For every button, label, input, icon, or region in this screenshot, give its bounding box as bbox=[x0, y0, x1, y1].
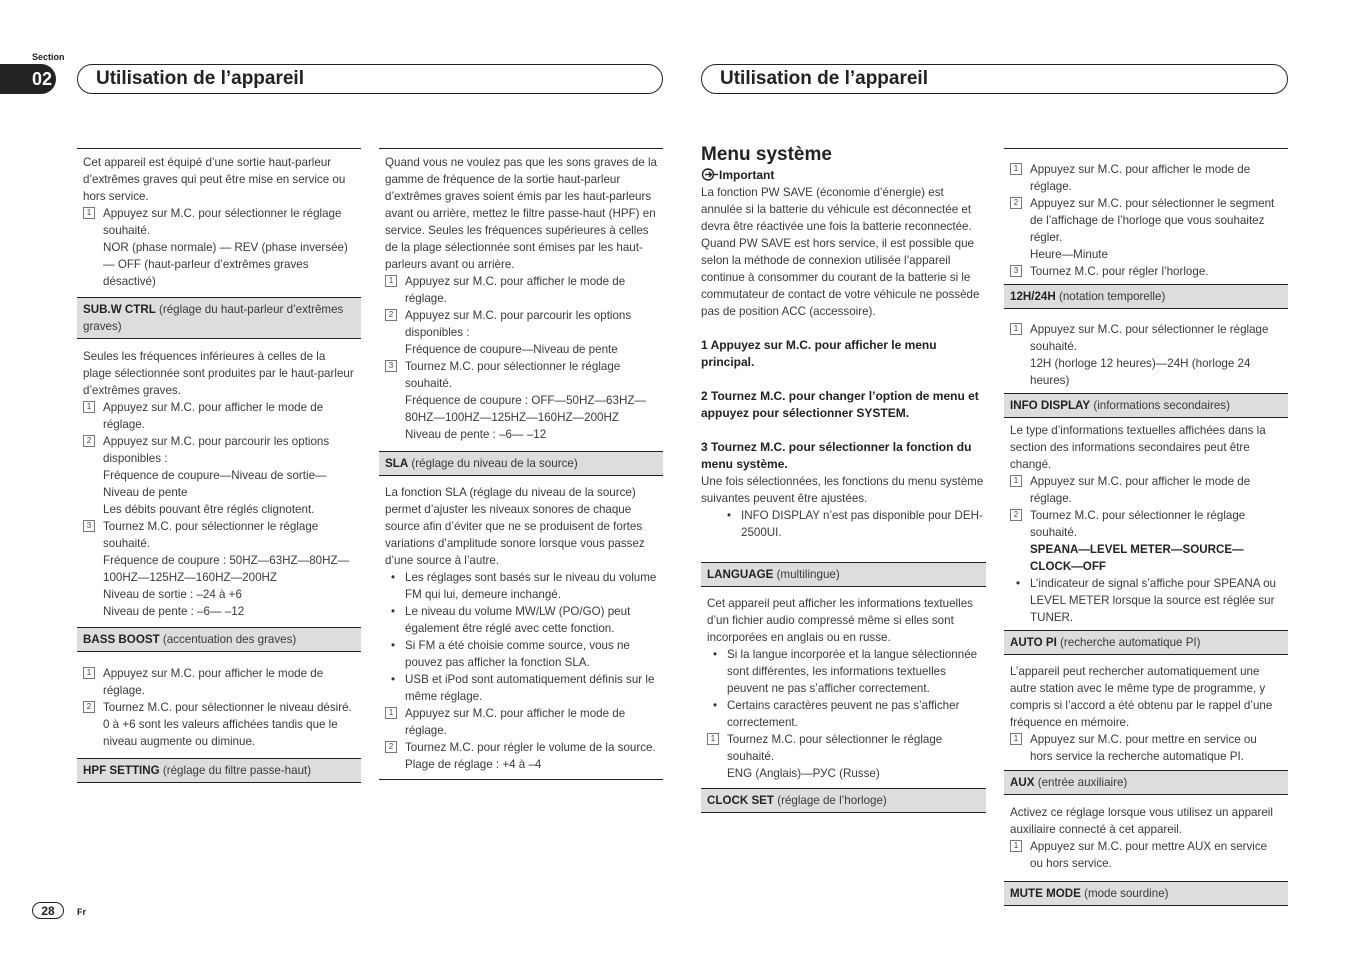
section-header: BASS BOOST (accentuation des graves) bbox=[77, 627, 361, 652]
step-3: 3 Tournez M.C. pour sélectionner la fonction du menu système. bbox=[701, 440, 972, 471]
paragraph: Cet appareil est équipé d’une sortie haut-parleur d’extrêmes graves qui peut être mise en service ou hors service. bbox=[83, 156, 346, 203]
page-title-right: Utilisation de l’appareil bbox=[701, 64, 1288, 94]
list-item: 2 Tournez M.C. pour sélectionner le réglage souhaité. SPEANA—LEVEL METER—SOURCE—CLOCK—OFF bbox=[1010, 507, 1282, 575]
bullet-item: • INFO DISPLAY n’est pas disponible pour DEH-2500UI. bbox=[721, 507, 986, 541]
section-header: AUTO PI (recherche automatique PI) bbox=[1004, 630, 1288, 655]
bullet-item: • Certains caractères peuvent ne pas s’afficher correctement. bbox=[707, 697, 980, 731]
section-header: SLA (réglage du niveau de la source) bbox=[379, 451, 663, 476]
bullet-item: • L’indicateur de signal s’affiche pour SPEANA ou LEVEL METER lorsque la source est réglée sur TUNER. bbox=[1010, 575, 1282, 626]
paragraph: Cet appareil peut afficher les informations textuelles d’un fichier audio compressé même si elles sont incorporées en anglais ou en russe. bbox=[707, 597, 973, 644]
paragraph: Activez ce réglage lorsque vous utilisez un appareil auxiliaire connecté à cet appareil. bbox=[1010, 806, 1273, 836]
list-item: 1 Tournez M.C. pour sélectionner le réglage souhaité. ENG (Anglais)—РУС (Russe) bbox=[707, 731, 980, 782]
paragraph: La fonction SLA (réglage du niveau de la source) permet d’ajuster les niveaux sonores de chaque source afin d’éviter que ne se produisent de fortes variations d’amplitude sonore lorsque vous passez d’une source à l’autre. bbox=[385, 486, 645, 567]
paragraph: Une fois sélectionnées, les fonctions du menu système suivantes peuvent être ajustées. bbox=[701, 475, 984, 505]
list-item: 2 Appuyez sur M.C. pour sélectionner le segment de l’affichage de l’horloge que vous souhaitez régler. Heure—Minute bbox=[1010, 195, 1282, 263]
language-label: Fr bbox=[77, 907, 86, 917]
section-header: AUX (entrée auxiliaire) bbox=[1004, 770, 1288, 795]
step-1: 1 Appuyez sur M.C. pour afficher le menu principal. bbox=[701, 338, 937, 369]
list-item: 1 Appuyez sur M.C. pour afficher le mode de réglage. bbox=[83, 665, 355, 699]
section-header: SUB.W CTRL (réglage du haut-parleur d’extrêmes graves) bbox=[77, 297, 361, 339]
list-item: 1 Appuyez sur M.C. pour mettre AUX en service ou hors service. bbox=[1010, 838, 1282, 872]
paragraph: Seules les fréquences inférieures à celles de la plage sélectionnée sont produites par le haut-parleur d’extrêmes graves. bbox=[83, 350, 354, 397]
list-item: 2 Appuyez sur M.C. pour parcourir les options disponibles : Fréquence de coupure—Niveau de sortie—Niveau de pente Les débits pouvant être réglés clignotent. bbox=[83, 433, 355, 518]
page-number: 28 bbox=[32, 902, 64, 919]
list-item: 1 Appuyez sur M.C. pour afficher le mode de réglage. bbox=[1010, 473, 1282, 507]
paragraph: Le type d’informations textuelles affichées dans la section des informations secondaires peut être changé. bbox=[1010, 424, 1266, 471]
section-header: MUTE MODE (mode sourdine) bbox=[1004, 881, 1288, 906]
list-item: 1 Appuyez sur M.C. pour afficher le mode de réglage. bbox=[83, 399, 355, 433]
section-header: LANGUAGE (multilingue) bbox=[701, 562, 986, 587]
section-label: Section bbox=[32, 52, 65, 62]
page-title-left: Utilisation de l’appareil bbox=[77, 64, 663, 94]
list-item: 1 Appuyez sur M.C. pour afficher le mode de réglage. bbox=[385, 705, 657, 739]
bullet-item: • USB et iPod sont automatiquement définis sur le même réglage. bbox=[385, 671, 657, 705]
section-header: INFO DISPLAY (informations secondaires) bbox=[1004, 393, 1288, 418]
section-number: 02 bbox=[0, 64, 56, 94]
paragraph: Quand vous ne voulez pas que les sons graves de la gamme de fréquence de la sortie haut-parleur d’extrêmes graves soient émis par les haut-parleurs avant ou arrière, mettez le filtre passe-haut (HPF) en service. Seules les fréquences supérieures à celles de la plage sélectionnée sont émises par les haut-parleurs avant ou arrière. bbox=[385, 156, 657, 271]
paragraph: La fonction PW SAVE (économie d’énergie) est annulée si la batterie du véhicule est déconnectée et devra être réactivée une fois la batterie reconnectée. Quand PW SAVE est hors service, il est possible que selon la méthode de connexion utilisée l’appareil continue à consommer du courant de la batterie si le commutateur de contact de votre véhicule ne possède pas de position ACC (accessoire). bbox=[701, 186, 980, 318]
bullet-item: • Si FM a été choisie comme source, vous ne pouvez pas afficher la fonction SLA. bbox=[385, 637, 657, 671]
list-item: 1 Appuyez sur M.C. pour mettre en service ou hors service la recherche automatique PI. bbox=[1010, 731, 1282, 765]
list-item: 2 Tournez M.C. pour sélectionner le niveau désiré. 0 à +6 sont les valeurs affichées tandis que le niveau augmente ou diminue. bbox=[83, 699, 355, 750]
bullet-item: • Les réglages sont basés sur le niveau du volume FM qui lui, demeure inchangé. bbox=[385, 569, 657, 603]
column-2 bbox=[379, 148, 663, 780]
list-item: 1 Appuyez sur M.C. pour sélectionner le réglage souhaité. 12H (horloge 12 heures)—24H (horloge 24 heures) bbox=[1010, 321, 1282, 389]
list-item: 1 Appuyez sur M.C. pour afficher le mode de réglage. bbox=[385, 273, 657, 307]
list-item: 1 Appuyez sur M.C. pour afficher le mode de réglage. bbox=[1010, 161, 1282, 195]
paragraph: L’appareil peut rechercher automatiquement une autre station avec le même type de programme, y compris si l’accord a été obtenu par le rappel d’une fréquence en mémoire. bbox=[1010, 665, 1273, 729]
column-3 bbox=[701, 143, 986, 813]
section-header: CLOCK SET (réglage de l’horloge) bbox=[701, 788, 986, 813]
note-icon bbox=[701, 168, 719, 181]
menu-title: Menu système bbox=[701, 144, 832, 165]
column-4 bbox=[1004, 148, 1288, 906]
bullet-item: • Si la langue incorporée et la langue sélectionnée sont différentes, les informations textuelles peuvent ne pas s’afficher correctement. bbox=[707, 646, 980, 697]
list-item: 2 Tournez M.C. pour régler le volume de la source. Plage de réglage : +4 à –4 bbox=[385, 739, 657, 773]
list-item: 3 Tournez M.C. pour sélectionner le réglage souhaité. Fréquence de coupure : 50HZ—63HZ—80HZ—100HZ—125HZ—160HZ—200HZ Niveau de sortie : –24 à +6 Niveau de pente : –6— –12 bbox=[83, 518, 355, 620]
list-item: 3 Tournez M.C. pour sélectionner le réglage souhaité. Fréquence de coupure : OFF—50HZ—63HZ—80HZ—100HZ—125HZ—160HZ—200HZ Niveau de pente : –6— –12 bbox=[385, 358, 657, 443]
column-1 bbox=[77, 148, 361, 783]
list-item: 1 Appuyez sur M.C. pour sélectionner le réglage souhaité. NOR (phase normale) — REV (phase inversée) — OFF (haut-parleur d’extrêmes graves désactivé) bbox=[83, 205, 355, 290]
list-item: 3 Tournez M.C. pour régler l’horloge. bbox=[1010, 263, 1282, 280]
important-note: Important bbox=[701, 167, 986, 184]
step-2: 2 Tournez M.C. pour changer l’option de menu et appuyez pour sélectionner SYSTEM. bbox=[701, 389, 979, 420]
list-item: 2 Appuyez sur M.C. pour parcourir les options disponibles : Fréquence de coupure—Niveau de pente bbox=[385, 307, 657, 358]
bullet-item: • Le niveau du volume MW/LW (PO/GO) peut également être réglé avec cette fonction. bbox=[385, 603, 657, 637]
section-header: 12H/24H (notation temporelle) bbox=[1004, 284, 1288, 309]
section-header: HPF SETTING (réglage du filtre passe-haut) bbox=[77, 758, 361, 783]
